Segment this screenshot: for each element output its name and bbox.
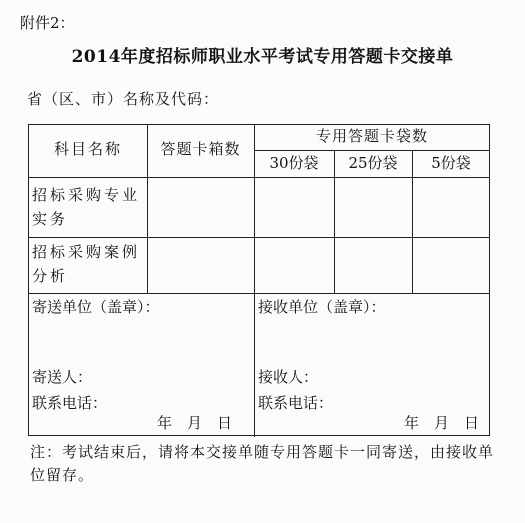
footnote: 注：考试结束后，请将本交接单随专用答题卡一同寄送，由接收单位留存。 xyxy=(30,443,495,484)
header-bag-25: 25份袋 xyxy=(348,154,398,172)
header-subject: 科目名称 xyxy=(53,140,122,158)
attachment-label: 附件2： xyxy=(20,14,75,32)
receiver-date-label: 年 月 日 xyxy=(404,414,480,432)
receiver-phone-label: 联系电话： xyxy=(258,394,334,412)
receiver-person-label: 接收人： xyxy=(258,368,319,386)
divider-h-row1 xyxy=(29,237,490,238)
handover-table xyxy=(28,124,490,436)
divider-h-header xyxy=(29,177,490,178)
sender-person-label: 寄送人： xyxy=(32,368,93,386)
subject-practice: 招标采购专业实务 xyxy=(32,186,141,228)
sender-date-label: 年 月 日 xyxy=(157,414,233,432)
divider-h-bags xyxy=(254,150,490,151)
document-title: 2014年度招标师职业水平考试专用答题卡交接单 xyxy=(71,47,454,67)
header-bag-30: 30份袋 xyxy=(269,154,319,172)
province-line: 省（区、市）名称及代码： xyxy=(27,90,220,108)
subject-case-analysis: 招标采购案例分析 xyxy=(32,243,141,285)
receiver-unit-label: 接收单位（盖章）： xyxy=(258,298,386,316)
header-boxes: 答题卡箱数 xyxy=(160,140,241,158)
header-bags: 专用答题卡袋数 xyxy=(315,127,428,145)
sender-unit-label: 寄送单位（盖章）： xyxy=(32,298,160,316)
divider-h-row2 xyxy=(29,293,490,294)
sender-phone-label: 联系电话： xyxy=(32,394,108,412)
header-bag-5: 5份袋 xyxy=(431,154,471,172)
